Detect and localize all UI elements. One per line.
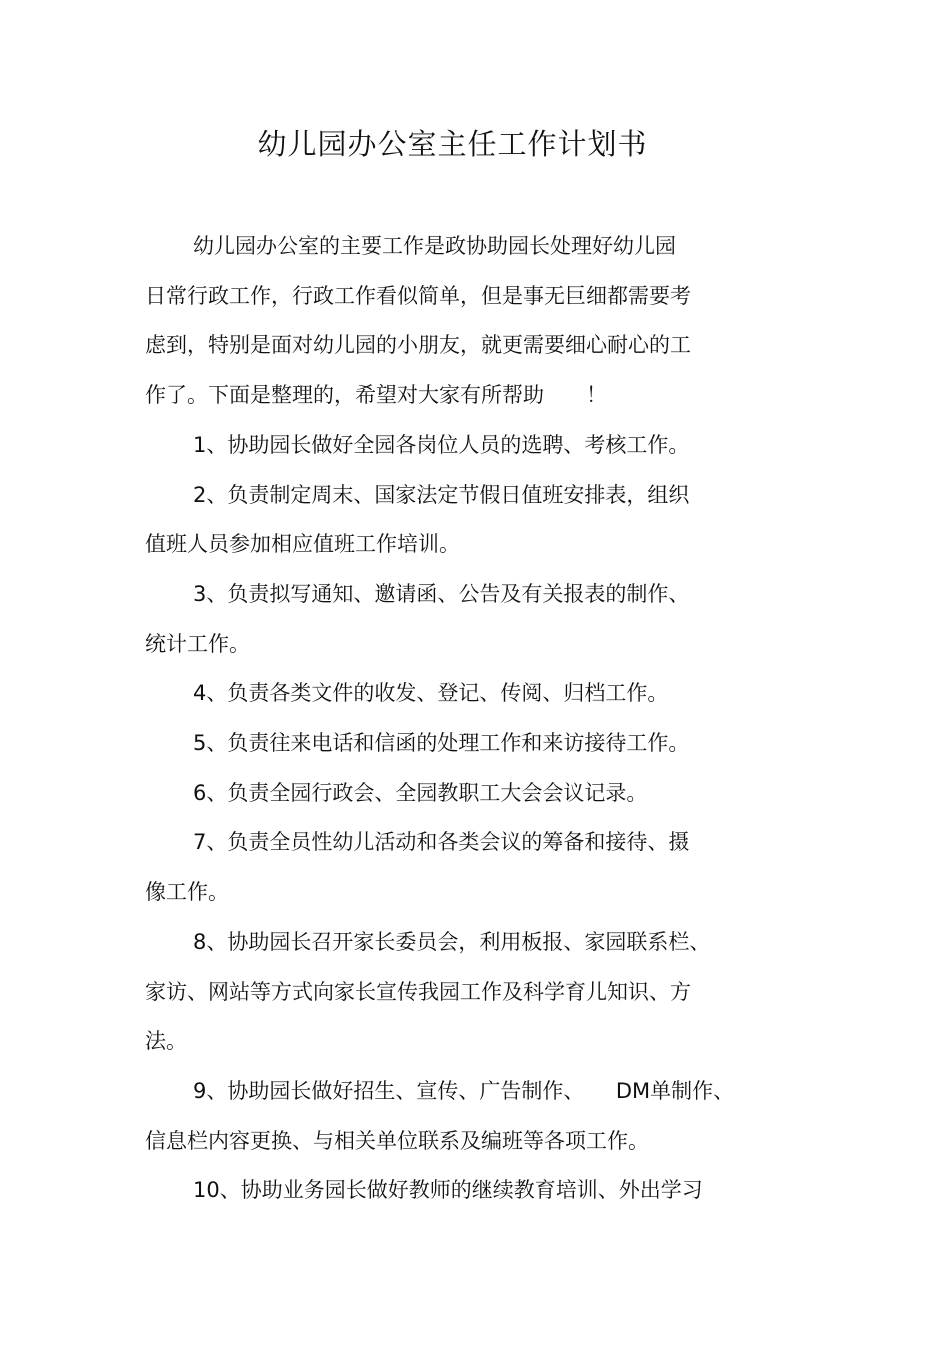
paragraph-line: 信息栏内容更换、与相关单位联系及编班等各项工作。	[145, 1128, 649, 1153]
paragraph-line: 值班人员参加相应值班工作培训。	[145, 532, 460, 557]
paragraph-line: 作了。下面是整理的，希望对大家有所帮助 ！	[145, 383, 607, 408]
paragraph-item-8	[145, 918, 785, 1067]
paragraph-line: 9、协助园长做好招生、宣传、广告制作、 DM单制作、	[193, 1078, 735, 1103]
paragraph-item-5	[145, 719, 785, 769]
paragraph-line: 法。	[145, 1029, 187, 1054]
paragraph-line: 10、协助业务园长做好教师的继续教育培训、外出学习	[193, 1178, 703, 1203]
paragraph-line: 5、负责往来电话和信函的处理工作和来访接待工作。	[193, 731, 690, 756]
paragraph-item-6	[145, 769, 785, 819]
paragraph-item-10	[145, 1166, 785, 1216]
paragraph-line: 3、负责拟写通知、邀请函、公告及有关报表的制作、	[193, 581, 690, 606]
paragraph-item-4	[145, 669, 785, 719]
paragraph-line: 幼儿园办公室的主要工作是政协助园长处理好幼儿园	[193, 234, 676, 258]
paragraph-line: 2、负责制定周末、国家法定节假日值班安排表，组织	[193, 482, 690, 507]
paragraph-line: 像工作。	[145, 880, 229, 905]
paragraph-line: 8、协助园长召开家长委员会，利用板报、家园联系栏、	[193, 929, 711, 954]
paragraph-line: 6、负责全园行政会、全园教职工大会会议记录。	[193, 780, 648, 805]
paragraph-line: 日常行政工作，行政工作看似简单，但是事无巨细都需要考	[145, 283, 691, 308]
paragraph-line: 4、负责各类文件的收发、登记、传阅、归档工作。	[193, 681, 669, 706]
paragraph-line: 家访、网站等方式向家长宣传我园工作及科学育儿知识、方	[145, 979, 691, 1004]
paragraph-line: 1、协助园长做好全园各岗位人员的选聘、考核工作。	[193, 432, 690, 457]
paragraph-item-1	[145, 421, 785, 471]
paragraph-item-2	[145, 471, 785, 570]
paragraph-item-3	[145, 570, 785, 669]
document-title: 幼儿园办公室主任工作计划书	[257, 127, 648, 161]
paragraph-line: 统计工作。	[145, 631, 250, 656]
paragraph-line: 虑到，特别是面对幼儿园的小朋友，就更需要细心耐心的工	[145, 333, 691, 358]
paragraph-line: 7、负责全员性幼儿活动和各类会议的筹备和接待、摄	[193, 830, 690, 855]
paragraph-item-9	[145, 1067, 785, 1166]
document-body	[145, 222, 785, 1216]
paragraph-intro	[145, 222, 785, 421]
paragraph-item-7	[145, 818, 785, 917]
